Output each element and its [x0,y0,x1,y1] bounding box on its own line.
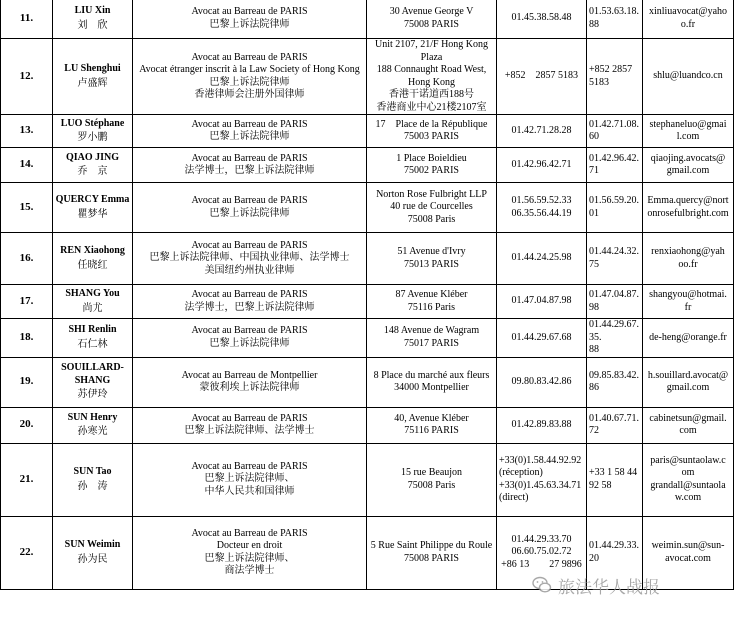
title-line: 蒙彼利埃上诉法院律师 [199,382,300,393]
email-line: renxiaohong@yah [651,246,725,257]
fax-line: 01.53.63.18. [589,6,639,17]
title-line: 中华人民共和国律师 [204,485,295,497]
phone-line: 01.47.04.87.98 [511,295,572,307]
table-row [1,443,734,516]
fax-line: 71 [589,165,599,176]
lawyer-name: SHANG You [65,288,120,299]
title-cell [133,233,367,285]
lawyer-name: REN Xiaohong [60,245,125,256]
email-line: shangyou@hotmai. [649,289,727,300]
address-line: 75116 Paris [407,301,456,313]
address-line: 75003 PARIS [404,131,459,142]
title-line: 法学博士，巴黎上诉法院律师 [184,165,315,176]
address-cell [367,357,497,407]
address-line: 75002 PARIS [404,165,459,176]
address-line: Norton Rose Fulbright LLP [376,188,487,200]
email-cell [643,0,734,39]
email-line: gmail.com [666,165,710,176]
address-cell [367,443,497,516]
address-line: 40, Avenue Kléber [394,412,469,424]
email-line: weimin.sun@sun- [651,540,725,551]
email-line: com [679,425,697,436]
name-cell [53,357,133,407]
address-line: 15 rue Beaujon [400,467,463,478]
lawyer-chinese-name: 孙 涛 [77,480,108,492]
lawyer-chinese-name: 罗小鹏 [77,132,108,143]
fax-line: 75 [589,258,599,270]
fax-line: 01.42.71.08. [589,118,639,130]
address-line: Unit 2107, 21/F Hong Kong Plaza [374,39,489,63]
email-line: paris@suntaolaw.c [650,454,726,466]
table-row [1,148,734,183]
fax-line: +33 1 58 44 [589,467,638,478]
phone-line: (direct) [499,492,529,503]
title-line: 巴黎上诉法院律师、法学博士 [184,425,315,436]
fax-line: 01.47.04.87. [589,289,639,300]
title-cell [133,319,367,358]
lawyer-chinese-name: 石仁林 [77,338,108,350]
email-cell [643,148,734,183]
email-line: w.com [674,492,702,503]
address-line: 188 Connaught Road West, Hong Kong [376,64,487,88]
phone-line: +33(0)1.45.63.34.71 [499,479,582,491]
row-number-cell: 12. [1,39,53,115]
fax-cell [587,39,643,115]
row-number-cell: 14. [1,148,53,183]
fax-cell [587,407,643,443]
fax-line: 01.44.24.32. [589,246,639,257]
address-line: 75008 Paris [407,213,456,225]
lawyer-name: QUERCY Emma [55,194,130,205]
fax-cell [587,148,643,183]
email-line: avocat.com [665,552,711,564]
lawyer-name: SOUILLARD-SHANG [61,362,124,386]
name-cell [53,148,133,183]
email-line: grandall@suntaola [650,479,726,491]
lawyer-name: SHI Renlin [68,324,117,336]
title-line: 巴黎上诉法院律师 [209,131,290,142]
lawyer-chinese-name: 苏伊玲 [77,389,108,401]
phone-cell [497,39,587,115]
email-line: fr [684,301,692,313]
title-line: Docteur en droit [216,540,283,551]
lawyer-chinese-name: 乔 京 [77,166,108,177]
phone-line: 01.42.71.28.28 [511,124,572,136]
table-row [1,407,734,443]
lawyer-name: LIU Xin [74,5,111,16]
title-line: Avocat au Barreau de PARIS [191,152,308,164]
address-line: 75008 Paris [407,479,456,491]
lawyer-name: LU Shenghui [64,63,121,74]
title-line: 美国纽约州执业律师 [204,264,295,276]
phone-line: 01.42.96.42.71 [511,158,572,170]
title-cell [133,516,367,589]
address-line: 34000 Montpellier [394,382,469,393]
row-number-cell: 19. [1,357,53,407]
address-line: 17 Place de la République [375,118,488,130]
row-number-cell: 20. [1,407,53,443]
address-cell [367,319,497,358]
fax-line: 98 [589,301,599,313]
fax-line: 01.42.96.42. [589,152,639,164]
phone-line: +852 2857 5183 [504,70,579,82]
address-line: 51 Avenue d'Ivry [397,246,466,257]
title-line: 巴黎上诉法院律师 [209,207,290,219]
phone-line: 01.45.38.58.48 [511,12,572,24]
fax-line: 01.56.59.20. [589,195,639,206]
phone-line: +33(0)1.58.44.92.92 [499,454,582,466]
email-line: shlu@luandco.cn [653,70,723,82]
phone-cell [497,285,587,319]
fax-line: 72 [589,425,599,436]
table-row [1,115,734,148]
title-line: 商法学博士 [224,565,275,576]
address-line: 30 Avenue George V [389,6,474,17]
fax-cell [587,115,643,148]
lawyer-name: SUN Weimin [64,539,121,550]
lawyer-name: SUN Tao [73,466,112,477]
email-line: l.com [676,131,700,142]
email-line: xinliuavocat@yaho [648,6,728,17]
name-cell [53,407,133,443]
phone-line: 01.44.29.33.70 [511,533,572,545]
name-cell [53,233,133,285]
lawyer-chinese-name: 任晓红 [77,259,108,271]
fax-line: 88 [589,18,599,30]
fax-line: 20 [589,552,599,564]
address-line: 40 rue de Courcelles [390,201,473,213]
address-cell [367,148,497,183]
email-cell [643,183,734,233]
phone-cell [497,115,587,148]
phone-line: +86 13 27 9896 [501,558,582,570]
title-line: Avocat au Barreau de PARIS [191,460,308,472]
row-number-cell: 11. [1,0,53,39]
email-line: oo.fr [678,258,698,270]
email-cell [643,443,734,516]
title-line: 香港律师会注册外国律师 [194,89,305,100]
address-cell [367,115,497,148]
email-line: Emma.quercy@nort [647,195,729,206]
title-line: Avocat au Barreau de PARIS [191,51,308,63]
row-number-cell: 15. [1,183,53,233]
name-cell [53,0,133,39]
row-number-cell: 13. [1,115,53,148]
fax-line: 09.85.83.42. [589,369,639,381]
email-line: om [681,467,695,478]
phone-cell [497,443,587,516]
address-cell [367,0,497,39]
fax-line: 01.44.29.67.35. [589,319,639,343]
fax-line: 86 [589,382,599,393]
row-number-cell: 21. [1,443,53,516]
row-number-cell: 18. [1,319,53,358]
name-cell [53,115,133,148]
email-line: onrosefulbright.com [647,207,729,219]
title-line: Avocat au Barreau de Montpellier [181,369,318,381]
title-cell [133,148,367,183]
address-line: 1 Place Boieldieu [396,152,467,164]
table-row [1,39,734,115]
lawyer-chinese-name: 瞿梦华 [77,208,108,220]
title-cell [133,443,367,516]
phone-line: (réception) [499,467,543,478]
title-line: 法学博士，巴黎上诉法院律师 [184,301,315,313]
lawyer-name: LUO Stéphane [60,117,125,129]
wechat-icon [532,575,552,595]
fax-cell [587,183,643,233]
title-line: 巴黎上诉法院律师 [209,76,290,88]
phone-line: 01.56.59.52.33 [511,195,572,206]
email-line: stephaneluo@gmai [649,118,727,130]
address-line: 香港商业中心21楼2107室 [376,101,487,113]
title-cell [133,357,367,407]
table-row [1,319,734,358]
phone-cell [497,233,587,285]
address-line: 75017 PARIS [404,337,459,349]
phone-cell [497,407,587,443]
address-cell [367,516,497,589]
address-cell [367,407,497,443]
name-cell [53,285,133,319]
address-line: 5 Rue Saint Philippe du Roule 75008 PARIS [370,540,493,564]
title-line: Avocat au Barreau de PARIS [191,6,308,17]
phone-line: 06.60.75.02.72 [511,546,572,558]
name-cell [53,183,133,233]
watermark-text: 旅法华人战报 [558,577,660,598]
phone-cell [497,148,587,183]
fax-line: 5183 [589,76,609,88]
email-cell [643,357,734,407]
email-line: cabinetsun@gmail. [649,412,727,424]
phone-cell [497,319,587,358]
phone-cell [497,0,587,39]
lawyer-chinese-name: 孙为民 [77,553,108,565]
address-cell [367,183,497,233]
phone-line: 06.35.56.44.19 [511,207,572,219]
lawyer-chinese-name: 刘 欣 [77,19,108,31]
title-line: Avocat au Barreau de PARIS [191,195,308,206]
title-line: 巴黎上诉法院律师 [209,337,290,349]
title-cell [133,407,367,443]
title-line: 巴黎上诉法院律师、 [204,552,295,564]
title-cell [133,183,367,233]
row-number-cell: 16. [1,233,53,285]
email-line: h.souillard.avocat@ [647,369,729,381]
table-row [1,0,734,39]
address-line: 75116 PARIS [404,425,459,436]
email-cell [643,319,734,358]
title-cell [133,115,367,148]
name-cell [53,39,133,115]
fax-cell [587,357,643,407]
row-number-cell: 22. [1,516,53,589]
fax-cell [587,285,643,319]
title-line: Avocat au Barreau de PARIS [191,412,308,424]
address-line: 香港干诺道西188号 [389,89,474,100]
fax-cell [587,443,643,516]
table-row [1,357,734,407]
title-line: Avocat au Barreau de PARIS [191,527,308,539]
address-line: 8 Place du marché aux fleurs [373,369,490,381]
phone-line: 01.42.89.83.88 [511,418,572,430]
table-row [1,233,734,285]
name-cell [53,319,133,358]
fax-line: 01.40.67.71. [589,412,639,424]
lawyer-name: SUN Henry [67,411,118,423]
lawyer-name: QIAO JING [65,151,120,163]
address-cell [367,39,497,115]
fax-line: 01 [589,207,599,219]
address-cell [367,233,497,285]
table-row [1,183,734,233]
name-cell [53,443,133,516]
email-cell [643,115,734,148]
lawyer-chinese-name: 孙寒光 [77,426,108,437]
fax-line: 01.44.29.33. [589,540,639,551]
email-line: qiaojing.avocats@ [650,152,726,164]
email-cell [643,285,734,319]
title-line: 巴黎上诉法院律师、 [204,473,295,485]
address-cell [367,285,497,319]
fax-cell [587,233,643,285]
address-line: 75008 PARIS [404,18,459,30]
lawyer-chinese-name: 卢盛辉 [77,77,108,89]
phone-line: 09.80.83.42.86 [511,375,572,387]
fax-line: +852 2857 [589,64,633,75]
address-line: 148 Avenue de Wagram [383,325,480,337]
title-line: 巴黎上诉法院律师 [209,18,290,30]
email-cell [643,233,734,285]
email-line: gmail.com [666,382,710,393]
title-cell [133,39,367,115]
name-cell [53,516,133,589]
email-line: o.fr [680,18,696,30]
title-line: Avocat au Barreau de PARIS [191,118,308,130]
phone-line: 01.44.29.67.68 [511,331,572,343]
address-line: 87 Avenue Kléber [395,289,468,300]
title-line: Avocat étranger inscrit à la Law Society of Hong Kong [139,64,360,75]
fax-cell [587,0,643,39]
phone-cell [497,357,587,407]
row-number-cell: 17. [1,285,53,319]
phone-cell [497,183,587,233]
email-cell [643,407,734,443]
phone-line: 01.44.24.25.98 [511,252,572,264]
fax-cell [587,319,643,358]
title-cell [133,285,367,319]
email-cell [643,39,734,115]
fax-line: 92 58 [589,479,612,491]
watermark [532,570,732,600]
title-line: 巴黎上诉法院律师、中国执业律师、法学博士 [149,252,350,264]
lawyer-chinese-name: 尚尤 [82,302,103,314]
title-line: Avocat au Barreau de PARIS [191,239,308,251]
title-line: Avocat au Barreau de PARIS [191,325,308,337]
address-line: 75013 PARIS [404,258,459,270]
title-line: Avocat au Barreau de PARIS [191,289,308,300]
fax-line: 60 [589,131,599,142]
fax-line: 88 [589,344,599,355]
title-cell [133,0,367,39]
table-row [1,285,734,319]
email-line: de-heng@orange.fr [649,331,727,343]
